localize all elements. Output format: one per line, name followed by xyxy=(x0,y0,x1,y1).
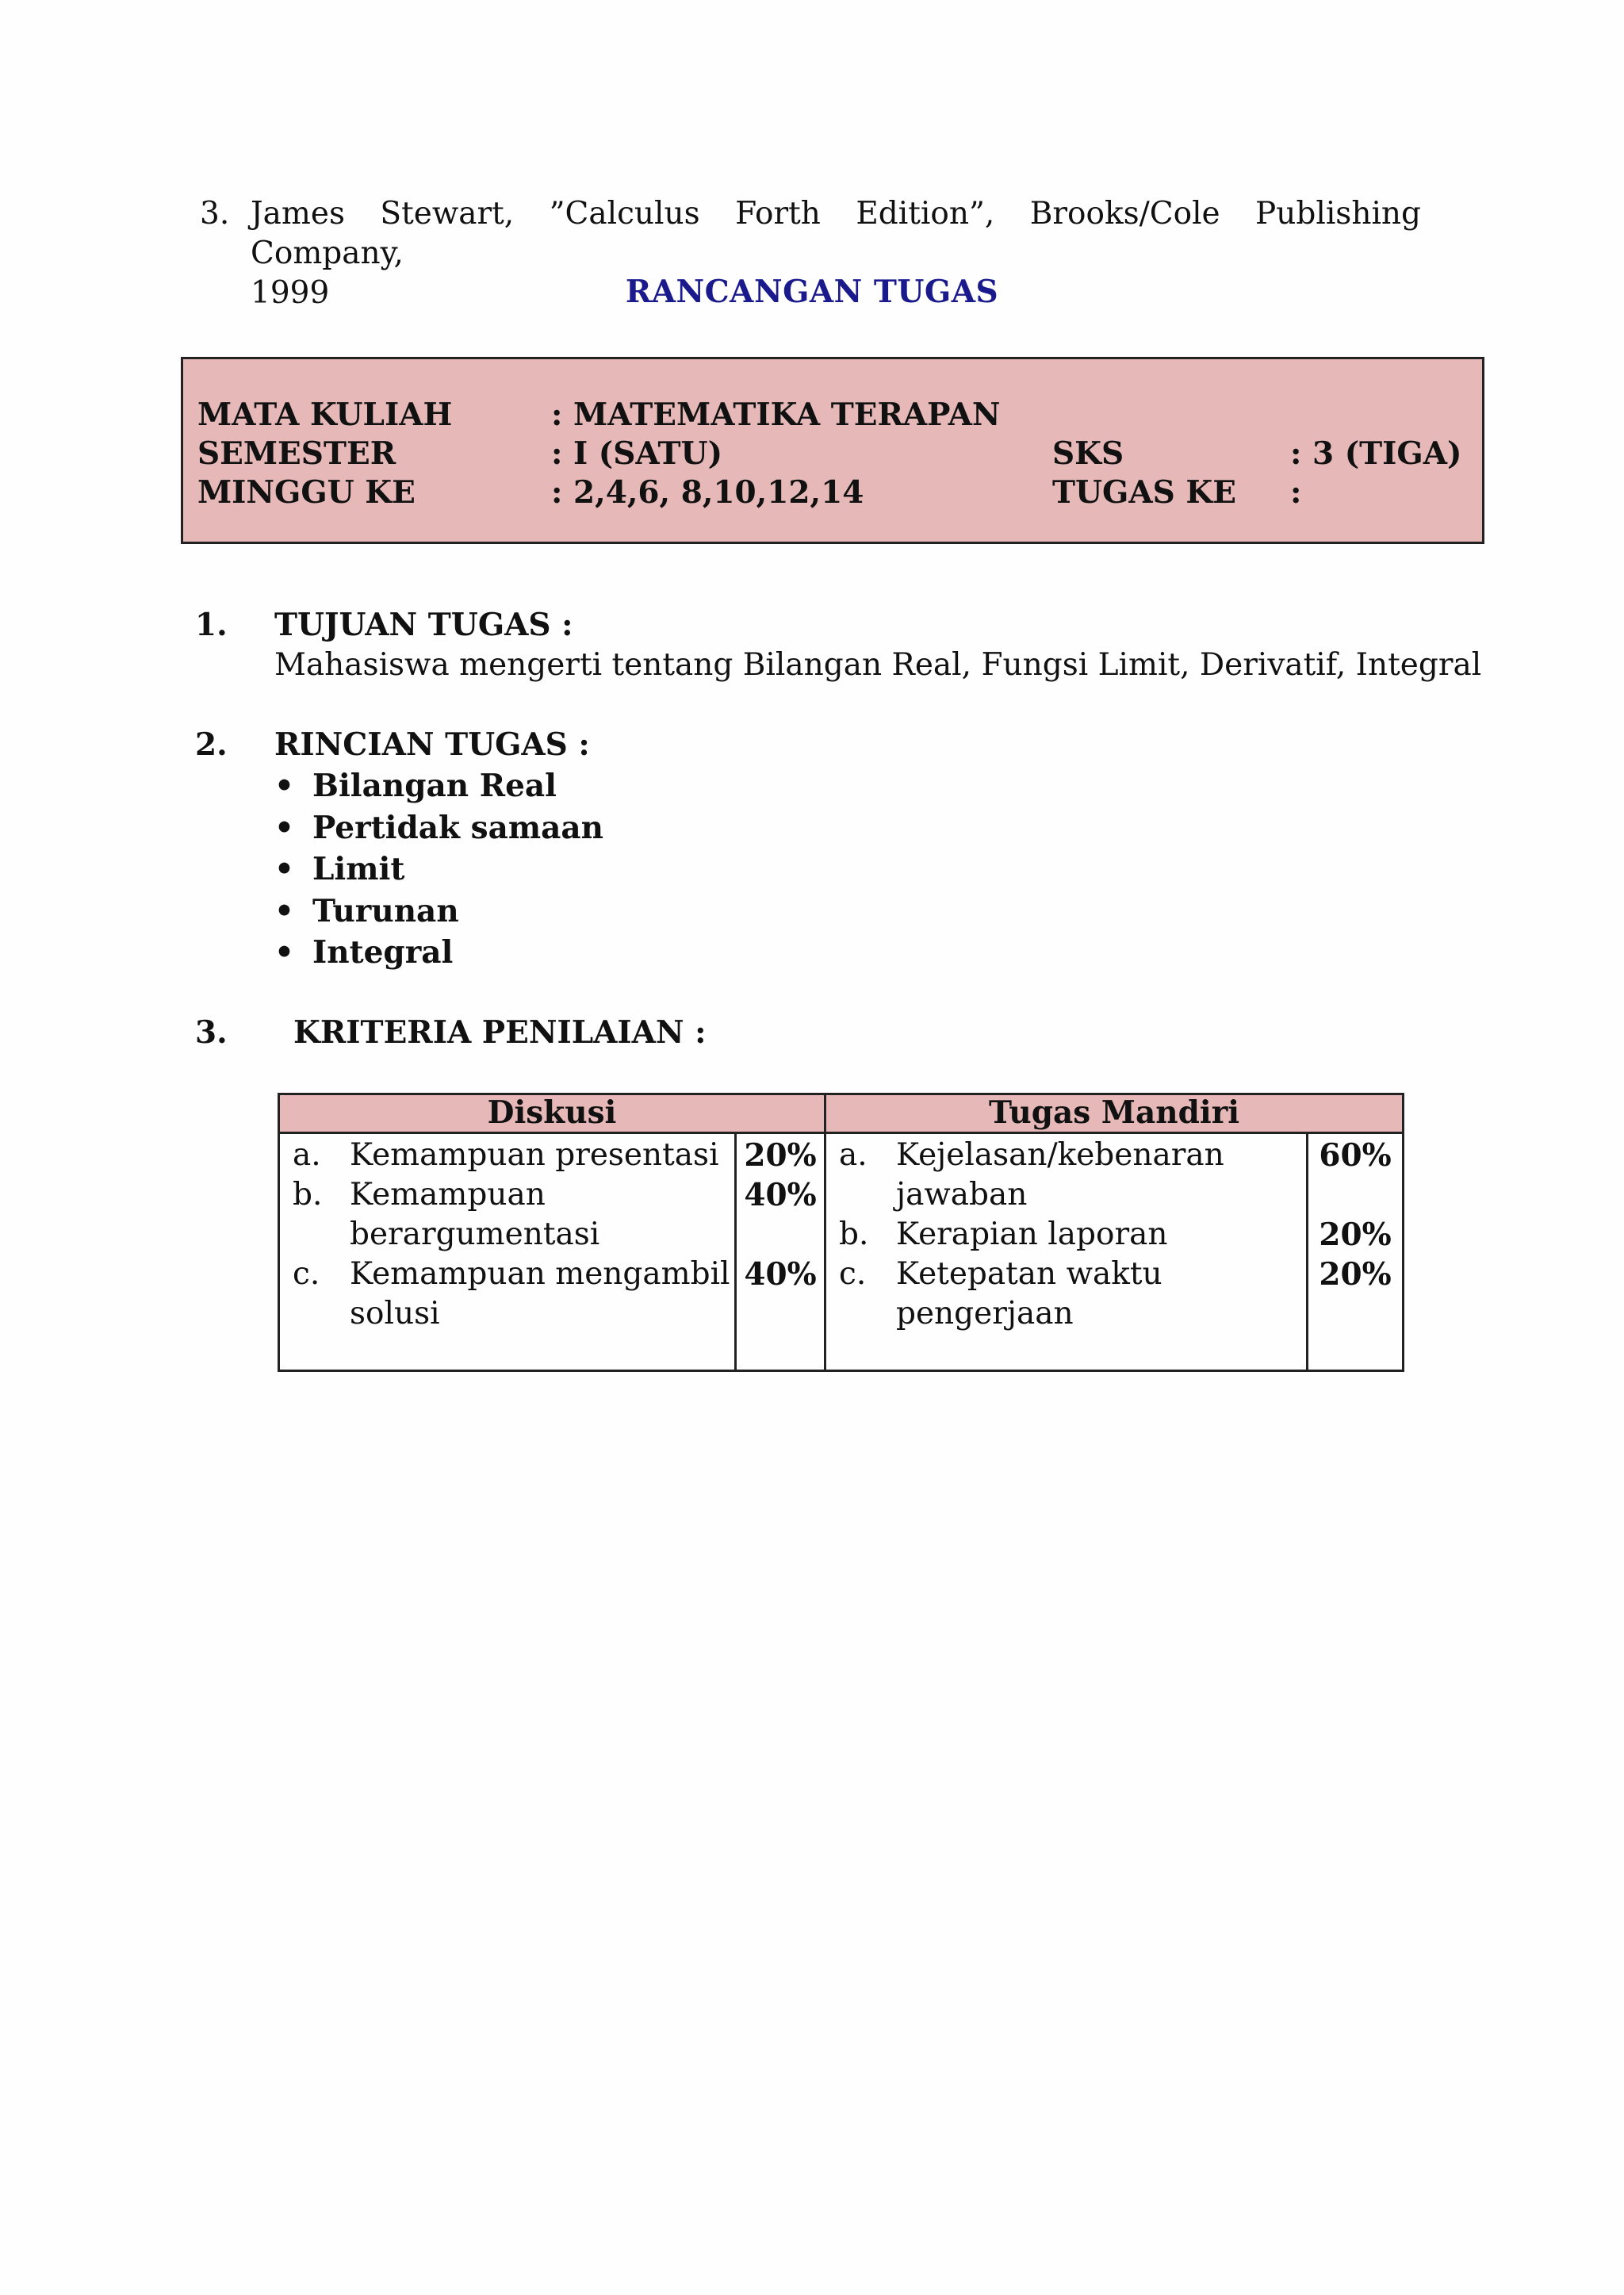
mata-kuliah-label: MATA KULIAH xyxy=(197,397,453,433)
section-1-number: 1. xyxy=(195,607,228,643)
list-item xyxy=(839,1255,1306,1334)
section-3-heading: KRITERIA PENILAIAN : xyxy=(293,1014,707,1051)
item-text: Ketepatan waktu xyxy=(896,1256,1162,1292)
percent-value: 20% xyxy=(1319,1216,1392,1253)
percent-value: 20% xyxy=(744,1137,817,1174)
task-detail-list xyxy=(274,765,603,974)
course-info-box xyxy=(181,357,1484,544)
list-item: • Turunan xyxy=(274,891,603,933)
mata-kuliah-value: : MATEMATIKA TERAPAN xyxy=(551,397,1001,433)
list-item xyxy=(293,1255,734,1334)
section-1-heading: TUJUAN TUGAS : xyxy=(274,607,573,643)
semester-value: : I (SATU) xyxy=(551,435,723,472)
item-text: Kemampuan xyxy=(350,1177,546,1213)
percent-value: 40% xyxy=(744,1256,817,1293)
minggu-label: MINGGU KE xyxy=(197,474,416,511)
percent-value: 20% xyxy=(1319,1256,1392,1293)
reference-number: 3. xyxy=(200,196,230,232)
section-2-heading: RINCIAN TUGAS : xyxy=(274,726,590,763)
item-marker: a. xyxy=(839,1137,868,1173)
tugas-ke-value: : xyxy=(1290,474,1302,511)
item-text: Kemampuan mengambil xyxy=(350,1256,730,1292)
list-item: • Pertidak samaan xyxy=(274,807,603,849)
item-text-continued: pengerjaan xyxy=(896,1296,1074,1331)
list-item: • Integral xyxy=(274,932,603,974)
list-item xyxy=(293,1175,734,1255)
mandiri-items-cell xyxy=(825,1133,1308,1371)
section-3-number: 3. xyxy=(195,1014,228,1051)
tugas-mandiri-header: Tugas Mandiri xyxy=(825,1094,1404,1133)
percent-value: 60% xyxy=(1319,1137,1392,1174)
list-item: • Limit xyxy=(274,849,603,891)
list-item xyxy=(839,1215,1306,1255)
assessment-criteria-table xyxy=(278,1093,1404,1372)
item-marker: b. xyxy=(293,1177,323,1213)
sks-label: SKS xyxy=(1052,435,1124,472)
item-text-continued: jawaban xyxy=(896,1177,1028,1213)
diskusi-percent-cell xyxy=(736,1133,825,1371)
section-1-text: Mahasiswa mengerti tentang Bilangan Real, Fungsi Limit, Derivatif, Integral xyxy=(274,647,1482,683)
diskusi-items-cell xyxy=(279,1133,736,1371)
list-item xyxy=(293,1136,734,1175)
section-2-number: 2. xyxy=(195,726,228,763)
item-text-continued: solusi xyxy=(350,1296,440,1331)
item-marker: c. xyxy=(839,1256,867,1292)
item-text: Kerapian laporan xyxy=(896,1216,1168,1252)
sks-value: : 3 (TIGA) xyxy=(1290,435,1462,472)
list-item: • Bilangan Real xyxy=(274,765,603,807)
page-title: RANCANGAN TUGAS xyxy=(625,274,999,310)
minggu-value: : 2,4,6, 8,10,12,14 xyxy=(551,474,864,511)
semester-label: SEMESTER xyxy=(197,435,396,472)
reference-year: 1999 xyxy=(251,275,330,311)
item-text: Kemampuan presentasi xyxy=(350,1137,719,1173)
item-marker: b. xyxy=(839,1216,869,1252)
diskusi-header: Diskusi xyxy=(279,1094,825,1133)
item-text: Kejelasan/kebenaran xyxy=(896,1137,1224,1173)
item-marker: a. xyxy=(293,1137,321,1173)
tugas-ke-label: TUGAS KE xyxy=(1052,474,1236,511)
percent-value: 40% xyxy=(744,1177,817,1213)
list-item xyxy=(839,1136,1306,1215)
reference-text: James Stewart, ”Calculus Forth Edition”, Brooks/Cole Publishing Company, xyxy=(251,196,1421,271)
item-text-continued: berargumentasi xyxy=(350,1216,600,1252)
item-marker: c. xyxy=(293,1256,320,1292)
mandiri-percent-cell xyxy=(1308,1133,1404,1371)
